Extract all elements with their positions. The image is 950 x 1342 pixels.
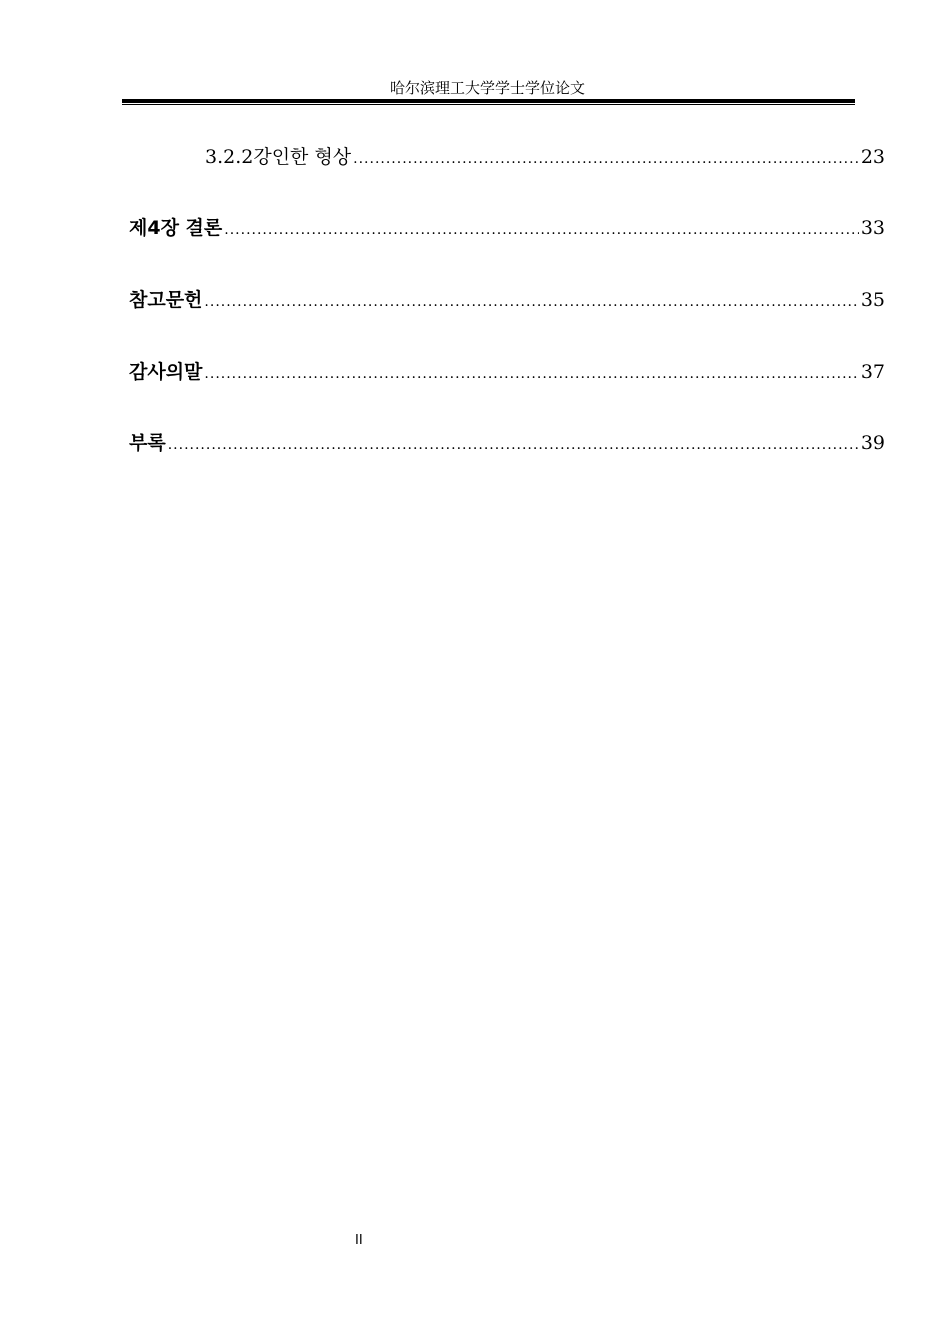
toc-entry-page: 35 [860, 289, 885, 311]
toc-dot-leader [224, 215, 859, 245]
toc-entry-acknowledgements[interactable] [129, 357, 885, 387]
toc-entry-appendix[interactable] [129, 428, 885, 458]
toc-entry-label: 3.2.2강인한 형상 [205, 146, 352, 168]
toc-entry-page: 23 [860, 146, 885, 168]
toc-entry-page: 39 [860, 432, 885, 454]
toc-entry-references[interactable] [129, 285, 885, 315]
toc-dot-leader [168, 430, 859, 460]
toc-dot-leader [204, 287, 858, 317]
toc-entry-3-2-2[interactable] [205, 142, 885, 172]
toc-dot-leader [353, 144, 859, 174]
toc-entry-label: 제4장 결론 [129, 217, 223, 239]
toc-dot-leader [204, 359, 858, 389]
header-title: 哈尔滨理工大学学士学位论文 [389, 79, 585, 97]
toc-entry-label: 감사의말 [129, 361, 203, 383]
toc-entry-page: 37 [860, 361, 885, 383]
page-number: II [355, 1233, 363, 1248]
toc-entry-label: 부록 [129, 432, 166, 454]
toc-entry-chapter-4[interactable] [129, 213, 885, 243]
toc-entry-page: 33 [860, 217, 885, 239]
toc-entry-label: 참고문헌 [129, 289, 203, 311]
